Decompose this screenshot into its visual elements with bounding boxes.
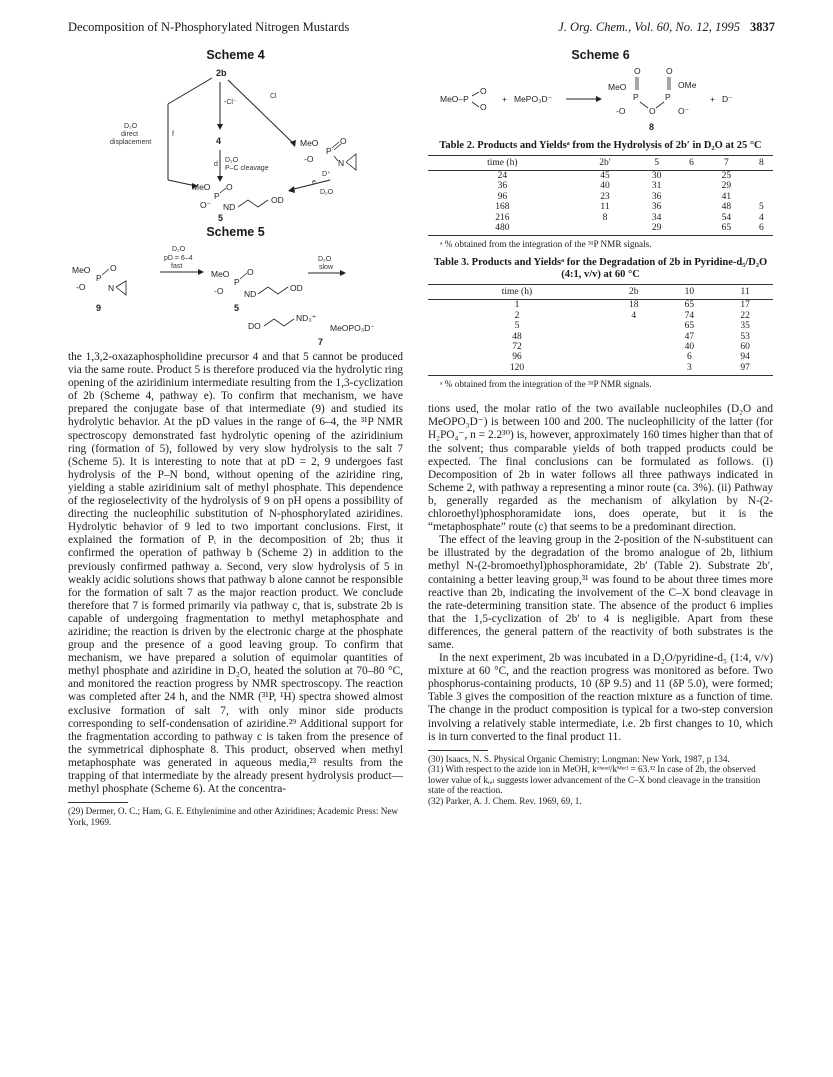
- journal-citation: J. Org. Chem., Vol. 60, No. 12, 1995: [558, 20, 740, 34]
- table-cell: 168: [495, 202, 510, 213]
- arrow-head: [217, 176, 223, 182]
- label-n-right: N: [338, 158, 345, 168]
- arrow-head: [596, 96, 602, 102]
- label-d2o-mid: D₂O: [225, 157, 239, 164]
- table-cell: [577, 223, 634, 236]
- table-cell: 8: [602, 212, 608, 223]
- label-8: 8: [649, 122, 655, 132]
- label-7: 7: [318, 337, 324, 347]
- table-row: [428, 342, 773, 352]
- table-row: [428, 223, 773, 236]
- table-cell: 48: [512, 331, 522, 342]
- page-number: 3837: [750, 20, 775, 34]
- table-row: [428, 300, 773, 311]
- table-cell: 31: [651, 181, 662, 192]
- label-nd-bottom: ND: [223, 202, 236, 212]
- table-cell: 53: [740, 331, 750, 342]
- table2-note: ᵃ % obtained from the integration of the ³¹P NMR signals.: [440, 239, 652, 250]
- table-cell: 47: [684, 331, 695, 342]
- label-4: 4: [216, 136, 222, 146]
- label-meo-prod: MeO: [608, 82, 627, 92]
- label-o2: O: [480, 102, 487, 112]
- table-row: [428, 321, 773, 331]
- table-cell: 54: [721, 212, 732, 223]
- table-cell: 4: [758, 212, 764, 223]
- table-row: [428, 363, 773, 376]
- arrow-head: [340, 270, 346, 276]
- table2: [428, 155, 773, 236]
- label-od-bottom: OD: [271, 195, 284, 205]
- table-cell: 6: [687, 352, 692, 363]
- scheme5-diagram: [68, 239, 403, 347]
- label-d: d: [214, 161, 218, 168]
- label-d-plus: D⁺: [322, 171, 331, 178]
- table-cell: 216: [495, 212, 510, 223]
- label-o-minus-9: -O: [76, 282, 86, 292]
- label-9: 9: [96, 303, 102, 313]
- label-meo-right: MeO: [300, 138, 319, 148]
- table-cell: [606, 342, 662, 352]
- table-cell: 3: [662, 363, 718, 376]
- table-cell: [606, 321, 662, 331]
- label-o-minus-r: O⁻: [678, 106, 690, 116]
- aziridine-ring: [346, 154, 356, 170]
- table-cell: 5: [758, 202, 764, 213]
- table-cell: 45: [600, 171, 610, 181]
- table-cell: 4: [631, 310, 637, 321]
- label-n-9: N: [108, 283, 115, 293]
- column-header: 2b′: [577, 156, 634, 171]
- arrow-head: [288, 186, 295, 193]
- table-cell: 36: [497, 181, 508, 192]
- footnote-rule-right: [428, 750, 488, 751]
- table-cell: 25: [721, 171, 732, 181]
- table-cell: [680, 223, 703, 236]
- table-cell: 11: [600, 202, 610, 213]
- ethyl-chain-5: [258, 287, 288, 294]
- column-header: 11: [717, 285, 773, 300]
- label-meo-5: MeO: [211, 269, 230, 279]
- scheme5-title: Scheme 5: [206, 225, 265, 239]
- label-5-s5: 5: [234, 303, 240, 313]
- table-cell: [606, 363, 662, 376]
- label-meopo3d-7: MeOPO₃D⁻: [330, 323, 375, 333]
- table-cell: 29: [633, 223, 680, 236]
- label-nd-5: ND: [244, 289, 257, 299]
- table-cell: 96: [512, 352, 522, 363]
- label-d-minus: D⁻: [722, 94, 733, 104]
- table-cell: 35: [740, 321, 750, 332]
- label-meo-bottom: MeO: [192, 182, 211, 192]
- right-paragraph-1: tions used, the molar ratio of the two available nucleophiles (D₂O and MeOPO₃D⁻) is between 100 and 200. The nucleophilicity of the latter (for H₂PO₄⁻, n = 2.2³⁰) is, however, approximately 160 times higher than that of the solvent; thus comparable yields of both trapped products could be expected. The final conclusions can be formulated as follows. (i) Decomposition of 2b in water follows all three pathways indicated in Scheme 2, with pathway a representing a minor route (ca. 3%). (ii) Pathway b, generally regarded as the mechanism of alkylation by N-(2-chloroethyl)phosphoramidate ions, does operate, but it is the “metaphosphate” route (c) that seems to be a predominant direction.: [428, 403, 773, 534]
- table-cell: 97: [717, 363, 773, 376]
- label-o-minus-l: -O: [616, 106, 626, 116]
- label-o-minus-bottom: O⁻: [200, 200, 212, 210]
- label-o-5: O: [247, 267, 254, 277]
- table-row: [428, 181, 773, 191]
- table-cell: 24: [497, 171, 508, 181]
- footnote-32: (32) Parker, A. J. Chem. Rev. 1969, 69, 1.: [428, 795, 582, 806]
- table-cell: [606, 352, 662, 362]
- table-row: [428, 311, 773, 321]
- table-cell: 36: [651, 191, 662, 202]
- table-cell: 36: [651, 202, 662, 213]
- label-do-7: DO: [248, 321, 261, 331]
- table-cell: 72: [512, 342, 522, 353]
- table3-title: Table 3. Products and Yieldsᵃ for the Degradation of 2b in Pyridine-d₅/D₂O (4:1, v/v) at 60 °C: [433, 257, 768, 281]
- right-column: [428, 48, 773, 806]
- arrow-head: [217, 124, 223, 130]
- column-header: 2b: [606, 285, 662, 300]
- label-5: 5: [218, 213, 224, 222]
- label-plus-1: +: [502, 94, 507, 104]
- label-o-bottom: O: [226, 182, 233, 192]
- table-cell: 30: [651, 171, 662, 181]
- table-cell: [680, 202, 703, 212]
- table-row: [428, 171, 773, 182]
- table-cell: 65: [684, 300, 695, 311]
- table-cell: 120: [428, 363, 606, 376]
- column-header: 6: [680, 156, 703, 171]
- table-cell: 1: [514, 300, 520, 311]
- scheme4-title: Scheme 4: [206, 48, 265, 62]
- table-cell: [680, 181, 703, 191]
- table-row: [428, 352, 773, 362]
- label-meo-p: MeO–P: [440, 94, 469, 104]
- ethyl-chain-7: [264, 319, 294, 326]
- label-nd3-7: ND₃⁺: [296, 313, 317, 323]
- label-displacement: displacement: [110, 139, 152, 146]
- arrow-head: [198, 269, 204, 275]
- running-header-journal: [558, 20, 775, 35]
- table-cell: [680, 192, 703, 202]
- arrow-2b-to-aziridinium: [228, 80, 294, 144]
- table-cell: 29: [721, 181, 732, 192]
- label-pd-range: pD = 6–4: [164, 255, 193, 262]
- label-fast: fast: [171, 263, 183, 270]
- left-body-paragraph: the 1,3,2-oxazaphospholidine precursor 4 and that 5 cannot be produced via the same route. Product 5 is therefore produced via the hydrolytic ring opening of the aziridinium intermediate resulting from the 1,3-cyclization of 2b (Scheme 4, pathway e). To confirm that mechanism, we have prepared the conjugate base of that intermediate (9) and studied its hydrolytic behavior. At the pD values in the range of 6–4, the ³¹P NMR spectroscopy demonstrated fast hydrolytic opening of the aziridinium ring (formation of 5), followed by very slow hydrolysis to the salt 7 (Scheme 5). It is interesting to note that at pD = 2, 9 undergoes fast hydrolysis of the P–N bond, without opening of the aziridine ring, yielding a stable aziridinium salt of methyl phosphate. This dependence of the regioselectivity of the hydrolysis of 9 on pH opens a possibility of directing the nucleophilic substitution of N-phosphorylated aziridines. Hydrolytic behavior of 9 led to two important conclusions. First, it explained the formation of Pᵢ in the decomposition of 2b; thus it confirmed the operation of pathway b (Scheme 2) in addition to the previously confirmed pathway a. Second, very slow hydrolysis of 5 in weakly acidic solutions shows that pathway b alone cannot be responsible for the formation of salt 7 as the major reaction product. We conclude therefore that 7 is formed primarily via pathway c, that is, substrate 2b is capable of undergoing fragmentation to methyl metaphosphate and aziridine; the reaction is driven by the electronic charge at the phosphate group and the presence of a good leaving group. To confirm that mechanism, we have prepared a solution of equimolar quantities of methyl phosphate and aziridine in D₂O, heated the solution at 70–80 °C, and monitored the reaction progress by NMR spectroscopy. The reaction was completed after 24 h, and the NMR (³¹P, ¹H) spectra showed almost exclusive formation of salt 7, with only minor side products corresponding to self-condensation of aziridine.²⁹ Additional support for the fragmentation according to pathway c is taken from the presence of the symmetrical diphosphate 8. This product, observed when methyl metaphosphate was generated in aqueous media,²³ results from the trapping of that intermediate by the already present hydrolysis product—methyl phosphate (Scheme 6). At the concentra-: [68, 351, 403, 796]
- scheme6-diagram: [428, 62, 773, 134]
- column-header: 8: [750, 156, 773, 171]
- label-meo-9: MeO: [72, 265, 91, 275]
- column-header: time (h): [428, 285, 606, 300]
- label-o-minus-5: -O: [214, 286, 224, 296]
- footnote-30: (30) Isaacs, N. S. Physical Organic Chemistry; Longman: New York, 1987, p 134.: [428, 753, 730, 764]
- left-column: [68, 48, 403, 827]
- table-cell: 18: [628, 300, 639, 311]
- table-row: [428, 202, 773, 212]
- table-row: [428, 213, 773, 223]
- label-e: e: [312, 179, 316, 186]
- table-cell: 60: [740, 342, 750, 353]
- label-pc-cleavage: P–C cleavage: [225, 165, 269, 172]
- label-ome: OMe: [678, 80, 697, 90]
- footnote-31: (31) With respect to the azide ion in MeOH, kᶜʰᵉᵃᵈ/kᴹᵉᶜˡ = 63.³² In case of 2b, the observed lower value of kᵣₑₗ suggests lower advancement of the C–X bond cleavage in the transition state of the reaction.: [428, 764, 761, 796]
- label-minus-cl: -Cl⁻: [224, 99, 237, 106]
- label-d2o-slow: D₂O: [318, 256, 332, 263]
- table-cell: 23: [600, 191, 610, 202]
- label-o-right: O: [340, 136, 347, 146]
- table-cell: 17: [740, 300, 750, 311]
- table-cell: 2: [514, 310, 520, 321]
- column-header: 10: [662, 285, 718, 300]
- label-cl: Cl: [270, 93, 277, 100]
- label-o-bridge: O: [649, 106, 656, 116]
- label-d2o-e: D₂O: [320, 189, 334, 196]
- label-2b: 2b: [216, 68, 227, 78]
- table-cell: 74: [684, 310, 695, 321]
- footnote-rule: [68, 802, 128, 803]
- label-o-9: O: [110, 263, 117, 273]
- footnote-29: (29) Dermer, O. C.; Ham, G. E. Ethylenimine and other Aziridines; Academic Press: New York, 1969.: [68, 806, 399, 827]
- label-slow: slow: [319, 264, 334, 271]
- label-od-5: OD: [290, 283, 303, 293]
- table-cell: 22: [740, 310, 750, 321]
- table-cell: 96: [497, 191, 508, 202]
- label-o-minus-right: -O: [304, 154, 314, 164]
- label-o1: O: [480, 86, 487, 96]
- table3-note: ᵃ % obtained from the integration of the ³¹P NMR signals.: [440, 379, 652, 390]
- table-cell: 40: [684, 342, 695, 353]
- label-mepo3d: MePO₃D⁻: [514, 94, 553, 104]
- table-cell: [606, 332, 662, 342]
- table-cell: 65: [703, 223, 750, 236]
- label-p2: P: [665, 92, 671, 102]
- label-p-right: P: [326, 146, 332, 156]
- table-row: [428, 332, 773, 342]
- table2-title: Table 2. Products and Yieldsᵃ from the Hydrolysis of 2b′ in D₂O at 25 °C: [439, 140, 762, 151]
- arrow-2b-left: [168, 78, 212, 104]
- scheme4-diagram: [68, 62, 403, 222]
- label-f: f: [172, 131, 174, 138]
- table-cell: 94: [740, 352, 750, 363]
- table-cell: 48: [721, 202, 732, 213]
- table-cell: 40: [600, 181, 610, 192]
- ethyl-chain: [238, 200, 268, 207]
- table-cell: 41: [721, 191, 732, 202]
- table-cell: [750, 171, 773, 182]
- label-o-top2: O: [666, 66, 673, 76]
- running-header-title: Decomposition of N-Phosphorylated Nitrogen Mustards: [68, 20, 350, 34]
- label-plus-2: +: [710, 94, 715, 104]
- column-header: time (h): [428, 156, 577, 171]
- label-d2o-direct: D₂O: [124, 123, 138, 130]
- label-p1: P: [633, 92, 639, 102]
- label-p-5: P: [234, 277, 240, 287]
- table-cell: 6: [750, 223, 773, 236]
- label-o-top1: O: [634, 66, 641, 76]
- scheme6-title: Scheme 6: [571, 48, 630, 62]
- table-cell: 65: [684, 321, 695, 332]
- label-p-9: P: [96, 273, 102, 283]
- table-cell: [750, 192, 773, 202]
- table-cell: 34: [651, 212, 662, 223]
- right-paragraph-3: In the next experiment, 2b was incubated in a D₂O/pyridine-d₅ (1:4, v/v) mixture at 60 °C, and the reaction progress was monitored as before. Two phosphorus-containing products, 10 (δP 9.5) and 11 (δP 5.0), were formed; Table 3 gives the composition of the reaction mixture as a function of time. The change in the product composition is typical for a two-step conversion involving a relatively stable intermediate, i.e. 2b first changes to 10, which is in turn converted to the final product 11.: [428, 652, 773, 743]
- table-cell: [680, 213, 703, 223]
- table-cell: [680, 171, 703, 182]
- label-direct: direct: [121, 131, 139, 138]
- table-cell: 5: [514, 321, 520, 332]
- right-paragraph-2: The effect of the leaving group in the 2-position of the N-substituent can be illustrated by the degradation of the bromo analogue of 2b, lithium methyl N-(2-bromoethyl)phosphoramidate, 2b′ (Table 2). Substrate 2b′, containing a better leaving group,³¹ was found to be about three times more reactive than 2b, indicating the involvement of the C–X bond cleavage in the rate-determining transition state. The absence of the product 6 implies that the 1,5-cyclization of 2b′ to 4 is negligible. Apart from these differences, the general pattern of the reactivity of both substrates is the same.: [428, 534, 773, 651]
- label-p-bottom: P: [214, 191, 220, 201]
- column-header: 7: [703, 156, 750, 171]
- table-cell: [750, 181, 773, 191]
- table-cell: 480: [428, 223, 577, 236]
- label-d2o-top: D₂O: [172, 246, 186, 253]
- aziridine-ring-9: [116, 281, 126, 295]
- column-header: 5: [633, 156, 680, 171]
- table3: [428, 284, 773, 376]
- table-row: [428, 192, 773, 202]
